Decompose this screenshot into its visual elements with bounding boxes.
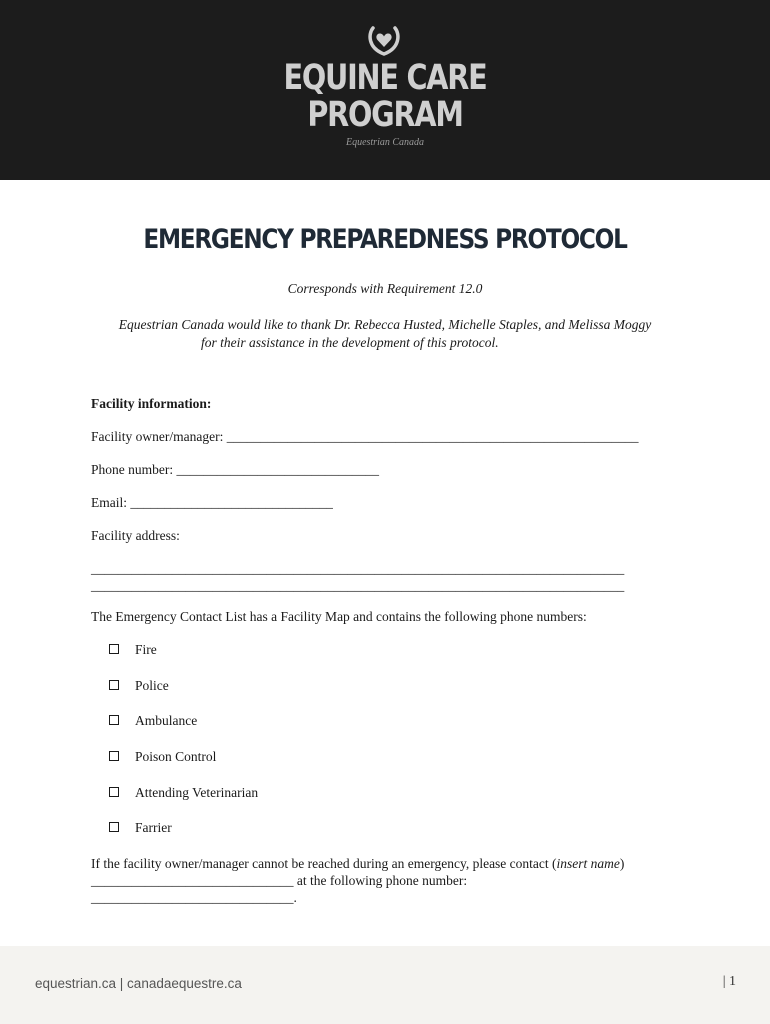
page-footer: [0, 946, 770, 1024]
requirement-note: Corresponds with Requirement 12.0: [287, 281, 483, 296]
checklist-item-fire: Fire: [135, 642, 157, 657]
section-heading: Facility information:: [91, 396, 212, 411]
checklist-item-poison-control: Poison Control: [135, 749, 217, 764]
logo-title-line2: PROGRAM: [307, 95, 463, 135]
logo-subtitle: Equestrian Canada: [345, 137, 425, 148]
checkbox[interactable]: [109, 822, 119, 832]
checklist-item-veterinarian: Attending Veterinarian: [135, 785, 259, 800]
checkbox[interactable]: [109, 751, 119, 761]
checklist-item-ambulance: Ambulance: [135, 713, 198, 728]
checkbox[interactable]: [109, 787, 119, 797]
horseshoe-heart-icon: [366, 24, 402, 58]
email-field: Email: ______________________________: [91, 495, 333, 510]
thanks-line-2: for their assistance in the development of this protocol.: [201, 335, 499, 350]
contact-intro: The Emergency Contact List has a Facility Map and contains the following phone numbers:: [91, 609, 587, 624]
fallback-contact-line-2: ______________________________ at the following phone number:: [91, 873, 468, 888]
checklist-item-farrier: Farrier: [135, 820, 172, 835]
fallback-contact-line-1: If the facility owner/manager cannot be reached during an emergency, please contact (insert name): [91, 856, 625, 871]
checkbox[interactable]: [109, 680, 119, 690]
owner-field: Facility owner/manager: _____________________________________________________________: [91, 429, 639, 444]
address-line-2: _______________________________________________________________________________: [91, 578, 625, 593]
page-header: [0, 0, 770, 180]
logo-title-line1: EQUINE CARE: [283, 58, 487, 98]
checkbox[interactable]: [109, 715, 119, 725]
phone-field: Phone number: ______________________________: [91, 462, 379, 477]
page-number: | 1: [722, 974, 736, 989]
footer-links: equestrian.ca | canadaequestre.ca: [35, 976, 242, 991]
thanks-line-1: Equestrian Canada would like to thank Dr. Rebecca Husted, Michelle Staples, and Melissa Moggy: [118, 317, 652, 332]
fallback-contact-line-3: ______________________________.: [91, 890, 297, 905]
checklist-item-police: Police: [135, 678, 169, 693]
address-label: Facility address:: [91, 528, 180, 543]
address-line-1: _______________________________________________________________________________: [91, 561, 625, 576]
checkbox[interactable]: [109, 644, 119, 654]
document-title: EMERGENCY PREPAREDNESS PROTOCOL: [143, 224, 627, 255]
